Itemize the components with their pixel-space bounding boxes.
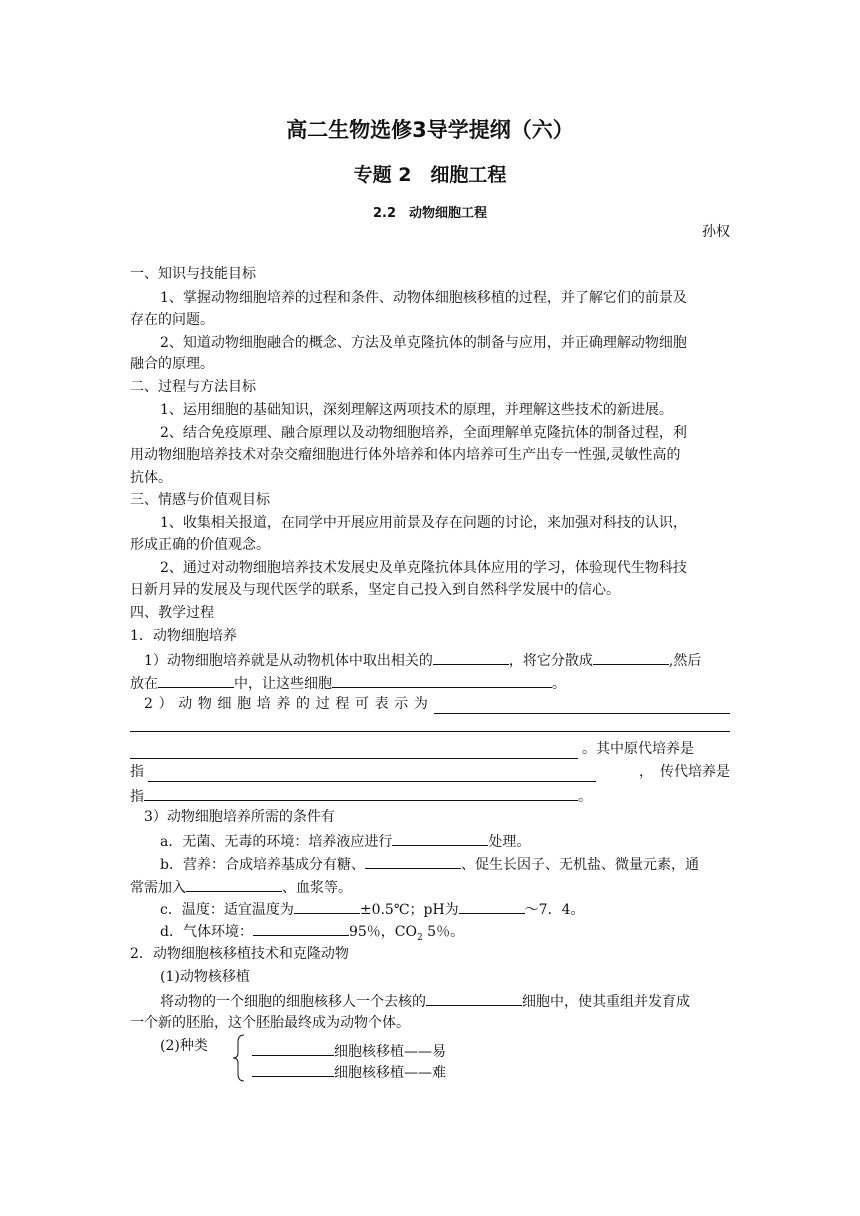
blank-process-3[interactable] [130,743,578,759]
q1-text-c: ,然后 [668,653,702,669]
text-k2b: 融合的原理。 [130,356,214,372]
q2d-text-a: 指 [130,764,144,780]
blank-grow-proliferate[interactable] [332,672,552,688]
q2-char: 表 [374,696,389,712]
section2-heading: 2．动物细胞核移植技术和克隆动物 [130,946,349,962]
cond-b2-end: 、血浆等。 [282,880,352,896]
q2-char: 胞 [237,696,252,712]
q1b-text-b: 中，让这些细胞 [234,676,332,692]
kind-embryonic [252,1040,552,1062]
cond-c-text: c．温度：适宜温度为 [160,902,294,918]
cond-c-mid: ±0.5℃；pH为 [359,902,459,918]
condition-a [130,830,730,852]
cond-a-text: a．无菌、无毒的环境：培养液应进行 [160,834,393,850]
transfer-text-2: 一个新的胚胎，这个胚胎最终成为动物个体。 [130,1015,410,1031]
condition-c [130,898,730,920]
transfer-text-1 [130,990,730,1012]
heading-values: 三、情感与价值观目标 [130,492,270,508]
text-p2b: 用动物细胞培养技术对杂交瘤细胞进行体外培养和体内培养可生产出专一性强,灵敏性高的 [130,447,681,463]
text-e1a: 1、收集相关报道，在同学中开展应用前景及存在问题的讨论，来加强对科技的认识， [160,515,687,531]
question2-line5 [130,785,730,807]
text-k1b: 存在的问题。 [130,312,214,328]
cond-d-end: 5％。 [422,924,465,940]
document-title: 高二生物选修3导学提纲（六） [286,118,574,142]
section1-heading: 1．动物细胞培养 [130,628,237,644]
blank-process-1[interactable] [434,698,730,714]
q2-char: 示 [394,696,409,712]
text-e2b: 日新月异的发展及与现代医学的联系，坚定自己投入到自然科学发展中的信心。 [130,582,620,598]
q1b-text-a: 放在 [130,676,158,692]
q2-char: 的 [296,696,311,712]
q2-char: 物 [197,696,212,712]
blank-temperature[interactable] [294,898,360,914]
kind2-text: 细胞核移植——难 [334,1065,446,1081]
q2c-text: 。其中原代培养是 [582,741,694,757]
blank-ph[interactable] [459,898,525,914]
blank-tissue[interactable] [433,649,509,665]
cond-d-mid: 95％，CO [348,924,417,940]
q2-char: 2 [144,696,153,712]
q2-char: 过 [315,696,330,712]
text-e2a: 2、通过对动物细胞培养技术发展史及单克隆抗体具体应用的学习，体验现代生物科技 [160,560,687,576]
q2-char: 可 [354,696,369,712]
condition-b-line2 [130,876,730,898]
question1-line1 [130,649,730,671]
q2-char: 动 [178,696,193,712]
q2d-text-b: ， 传代培养是 [639,764,730,780]
cond-d-text: d．气体环境： [160,924,253,940]
author-name: 孙权 [702,224,730,240]
cond-a-end: 处理。 [488,834,531,850]
text-e1b: 形成正确的价值观念。 [130,537,270,553]
question1-line2 [130,672,730,694]
topic-title: 专题 2 细胞工程 [353,164,507,186]
text-k1a: 1、掌握动物细胞培养的过程和条件、动物体细胞核移植的过程，并了解它们的前景及 [160,290,687,306]
blank-medium[interactable] [158,672,234,688]
blank-somatic[interactable] [252,1061,334,1077]
co2-subscript: 2 [416,932,423,943]
cond-b2-text: 常需加入 [130,880,186,896]
sub-kinds: (2)种类 [160,1038,208,1054]
blank-oocyte[interactable] [426,990,522,1006]
blank-amino-acids[interactable] [365,853,461,869]
heading-process: 二、过程与方法目标 [130,379,256,395]
question2-line1 [130,694,730,714]
q2-char: ） [158,696,173,712]
q2-char: 培 [256,696,271,712]
question2-line2 [130,716,730,732]
q2-char: 为 [413,696,428,712]
blank-sterilization[interactable] [392,830,488,846]
question3: 3）动物细胞培养所需的条件有 [144,809,335,825]
blank-subculture[interactable] [144,785,578,801]
q2-char: 程 [335,696,350,712]
heading-teaching: 四、教学过程 [130,605,214,621]
kind1-text: 细胞核移植——易 [334,1044,446,1060]
curly-brace-icon [232,1034,246,1082]
q1-text-a: 1）动物细胞培养就是从动物机体中取出相关的 [144,653,433,669]
q1-text-b: ，将它分散成 [508,653,593,669]
cond-c-end: ～7．4。 [524,902,585,918]
blank-oxygen[interactable] [253,920,349,936]
transfer-text-a: 将动物的一个细胞的细胞核移人一个去核的 [160,994,426,1010]
cond-b-text: b．营养：合成培养基成分有糖、 [160,857,365,873]
blank-embryonic[interactable] [252,1040,334,1056]
text-k2a: 2、知道动物细胞融合的概念、方法及单克隆抗体的制备与应用，并正确理解动物细胞 [160,335,687,351]
cond-b-end: 、促生长因子、无机盐、微量元素，通 [460,857,699,873]
q2-spaced-text [130,694,428,714]
question2-line4 [130,762,730,782]
sub-nuclear-transfer: (1)动物核移植 [160,969,250,985]
q2e-text-b: 。 [578,789,592,805]
text-p1: 1、运用细胞的基础知识，深刻理解这两项技术的原理，并理解这些技术的新进展。 [160,402,673,418]
section-title: 2.2 动物细胞工程 [372,206,488,221]
blank-single-cells[interactable] [593,649,669,665]
text-p2a: 2、结合免疫原理、融合原理以及动物细胞培养，全面理解单克隆抗体的制备过程，利 [160,425,687,441]
blank-primary-culture[interactable] [148,766,596,782]
kind-somatic [252,1061,552,1083]
condition-b [130,853,730,875]
q2e-text-a: 指 [130,789,144,805]
blank-process-2[interactable] [130,716,730,732]
q1b-text-c: 。 [552,676,566,692]
question2-line3 [130,739,730,759]
blank-serum[interactable] [186,876,282,892]
transfer-text-b: 细胞中，使其重组并发育成 [522,994,690,1010]
q2-char: 养 [276,696,291,712]
text-p2c: 抗体。 [130,470,172,486]
heading-knowledge: 一、知识与技能目标 [130,266,256,282]
q2-char: 细 [217,696,232,712]
